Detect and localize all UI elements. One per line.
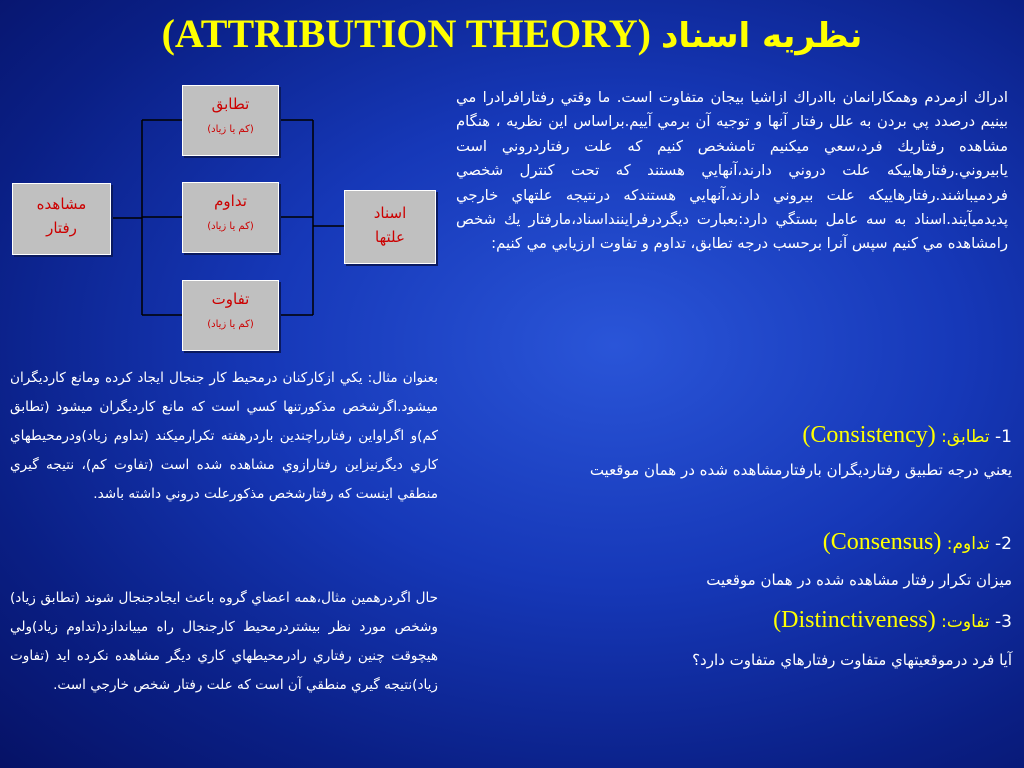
observe-line2: رفتار <box>46 219 77 237</box>
title-english: (ATTRIBUTION THEORY) <box>161 11 651 56</box>
consensus-sub: (کم یا زیاد) <box>207 221 254 232</box>
consensus-title <box>452 527 1012 559</box>
example-external: حال اگردرهمين مثال،همه اعضاي گروه باعث ايجادجنجال شوند (تطابق زياد) وشخص مورد نظر بيشتردرمحيط كارجنجال راه ميياندازد(تداوم زياد)ولي هيچوقت چنين رفتاري رادرمحيطهاي كاري ديگر مشاهده نكرده ايد (تفاوت زياد)نتيجه گيري منطقي آن است كه علت رفتار شخص خارجي است. <box>10 590 438 693</box>
distinctiveness-description: آیا فرد درموقعیتهاي متفاوت رفتارهاي متفاوت دارد؟ <box>692 651 1012 669</box>
attribution-line1: اسناد <box>373 204 407 222</box>
consensus-description: میزان تکرار رفتار مشاهده شده در همان موقعیت <box>706 571 1012 589</box>
consensus-number: 2- <box>995 534 1012 554</box>
item-consensus <box>452 527 1012 559</box>
distinctiveness-label: تفاوت <box>211 290 250 308</box>
distinctiveness-persian-term: تفاوت: <box>941 612 990 632</box>
consensus-english-term: (Consensus) <box>822 529 942 555</box>
consistency-box <box>182 85 279 156</box>
consistency-number: 1- <box>995 427 1012 447</box>
title-persian: نظریه اسناد <box>660 16 863 56</box>
attribution-line2: علتها <box>375 228 405 246</box>
item-distinctiveness <box>452 605 1012 637</box>
item-consistency <box>452 420 1012 452</box>
consistency-english-term: (Consistency) <box>802 422 936 448</box>
consistency-title <box>452 420 1012 452</box>
example-internal: بعنوان مثال: يكي ازكاركنان درمحيط كار جنجال ايجاد كرده ومانع كارديگران ميشود.اگرشخص مذكورتنها كسي است كه مانع كارديگران ميشود (تطابق كم)و اگراواين رفتارراچندين باردرهفته تكرارميكند (تداوم زياد)ودرمحيطهاي كاري ديگرنيزاين رفتارازوي مشاهده شده است (تفاوت كم)، نتيجه گيري منطقي اينست كه رفتارشخص مذكورعلت دروني داشته باشد. <box>10 370 438 502</box>
observe-behavior-box <box>12 183 111 255</box>
consensus-label: تداوم <box>214 192 247 210</box>
main-paragraph: ادراك ازمردم وهمکارانمان باادراك ازاشیا بیجان متفاوت است. ما وقتي رفتارافرادرا مي بینیم درصدد پي بردن به علل رفتار آنها و توجیه آن برمي آییم.براساس این نظریه ، هنگام مشاهده رفتاریك فرد،سعي میکنیم تامشخص کنیم که علت رفتاردروني است یابیروني.رفتارهاییکه علت دروني دارند،آنهایي هستند که تحت کنترل شخصي فردمیباشند.رفتارهاییکه علت بیروني دارند،آنهایي هستندکه درنتیجه علتهاي خارجي پدیدمیآیند.اسناد به سه عامل بستگي دارد:بعبارت دیگردرفرایننداسناد،مارفتار یك شخص رامشاهده مي کنیم سپس آنرا برحسب درجه تطابق، تداوم و تفاوت ارزیابي مي کنیم: <box>456 89 1008 253</box>
distinctiveness-box <box>182 280 279 351</box>
distinctiveness-number: 3- <box>995 612 1012 632</box>
observe-line1: مشاهده <box>36 195 87 213</box>
consensus-persian-term: تداوم: <box>946 534 990 554</box>
consensus-box <box>182 182 279 253</box>
distinctiveness-english-term: (Distinctiveness) <box>773 607 936 633</box>
consistency-description: یعني درجه تطبیق رفتاردیگران بارفتارمشاهده شده در همان موقعیت <box>589 461 1012 479</box>
attribution-box <box>344 190 436 264</box>
distinctiveness-title <box>452 605 1012 637</box>
consistency-persian-term: تطابق: <box>941 427 990 447</box>
distinctiveness-sub: (کم یا زیاد) <box>207 319 254 330</box>
consistency-label: تطابق <box>211 95 250 113</box>
consistency-sub: (کم یا زیاد) <box>207 124 254 135</box>
